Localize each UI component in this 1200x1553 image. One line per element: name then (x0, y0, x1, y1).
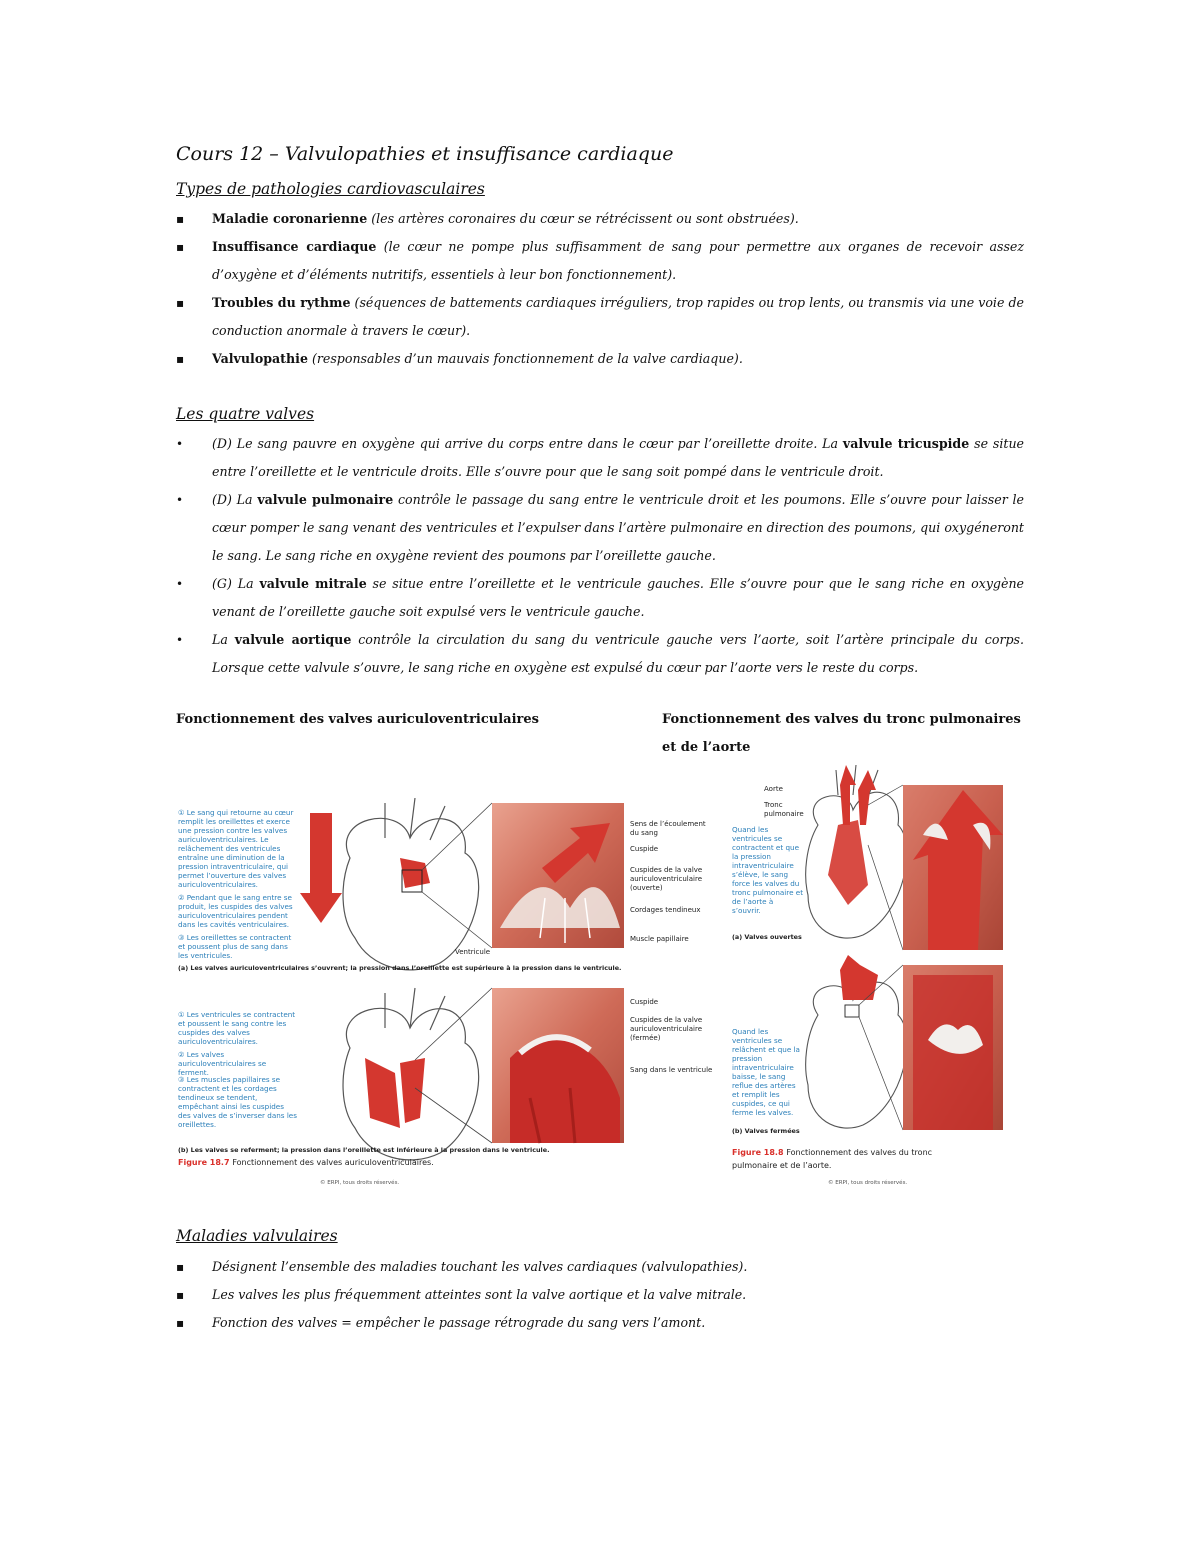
semilunar-caption-a: (a) Valves ouvertes (732, 933, 802, 941)
label-pulmonary-trunk: Tronc pulmonaire (764, 801, 804, 818)
label-blood-in-ventricle: Sang dans le ventricule (630, 1066, 713, 1074)
pathology-description: (séquences de battements cardiaques irréguliers, trop rapides ou trop lents, ou transmis via une voie de conduction anormale à travers le cœur). (212, 295, 1024, 338)
bullet-marker: ▪ (176, 352, 185, 366)
valve-name: valvule mitrale (259, 576, 367, 591)
pathologies-list (176, 205, 1024, 373)
pathology-term: Troubles du rythme (212, 295, 351, 310)
pathology-description: (les artères coronaires du cœur se rétrécissent ou sont obstruées). (367, 211, 799, 226)
page-title: Cours 12 – Valvulopathies et insuffisance cardiaque (176, 143, 674, 165)
av-step-a1: ① Le sang qui retourne au cœur remplit les oreillettes et exerce une pression contre les valves auriculoventriculaires. Le relâchement des ventricules entraîne une diminution de la pression intraventriculaire, qui permet l’ouverture des valves auriculoventriculaires. (178, 808, 294, 889)
valve-name: valvule tricuspide (842, 436, 970, 451)
label-chordae: Cordages tendineux (630, 906, 701, 914)
valvular-disease-text: Les valves les plus fréquemment atteintes sont la valve aortique et la valve mitrale. (212, 1287, 747, 1302)
pathology-term: Maladie coronarienne (212, 211, 368, 226)
figure-av-valves (170, 798, 715, 1190)
semilunar-figure-caption: Figure 18.8 Fonctionnement des valves du tronc (732, 1148, 933, 1157)
label-papillary-muscle: Muscle papillaire (630, 935, 689, 943)
semilunar-copyright: © ERPI, tous droits réservés. (828, 1180, 908, 1186)
valve-item (176, 570, 1024, 626)
av-caption-a: (a) Les valves auriculoventriculaires s’ouvrent; la pression dans l’oreillette est supérieure à la pression dans le ventricule. (178, 964, 622, 972)
bullet-marker: • (176, 493, 184, 507)
av-step-b3: ③ Les muscles papillaires se contractent et les cordages tendineux se tendent, empêchant ainsi les cuspides des valves de s’inverser dans les oreillettes. (178, 1075, 297, 1129)
valve-name: valvule aortique (234, 632, 352, 647)
label-flow-direction: Sens de l’écoulement du sang (630, 820, 706, 837)
bullet-marker: • (176, 577, 184, 591)
valve-item (176, 430, 1024, 486)
label-cuspide-b: Cuspide (630, 998, 659, 1006)
valve-text-post: se situe entre l’oreillette et le ventricule droits. Elle s’ouvre pour que le sang soit pompé dans le ventricule droit. (212, 436, 1025, 479)
av-figure-caption: Figure 18.7 Fonctionnement des valves auriculoventriculaires. (178, 1158, 434, 1167)
pathology-term: Insuffisance cardiaque (212, 239, 377, 254)
valve-text-pre: (D) La (212, 492, 258, 507)
valvular-disease-text: Désignent l’ensemble des maladies touchant les valves cardiaques (valvulopathies). (212, 1259, 748, 1274)
valvular-disease-text: Fonction des valves = empêcher le passage rétrograde du sang vers l’amont. (212, 1315, 706, 1330)
valves-list (176, 430, 1024, 682)
bullet-marker: ▪ (176, 1260, 185, 1274)
label-aorta: Aorte (764, 785, 783, 793)
label-cuspide-a: Cuspide (630, 845, 659, 853)
pathology-description: (responsables d’un mauvais fonctionnement de la valve cardiaque). (307, 351, 743, 366)
bullet-marker: • (176, 633, 184, 647)
bullet-marker: ▪ (176, 1316, 185, 1330)
figure-left-heading: Fonctionnement des valves auriculoventriculaires (176, 712, 539, 727)
valve-text-pre: (D) Le sang pauvre en oxygène qui arrive du corps entre dans le cœur par l’oreillette droite. La (212, 436, 843, 451)
pathology-item (176, 289, 1024, 345)
valve-text-pre: La (212, 632, 235, 647)
semilunar-text-a: Quand les ventricules se contractent et que la pression intraventriculaire s’élève, le sang force les valves du tronc pulmonaire et de l’aorte à s’ouvrir. (732, 825, 804, 915)
av-copyright: © ERPI, tous droits réservés. (320, 1180, 400, 1186)
valve-text-pre: (G) La (212, 576, 260, 591)
semilunar-caption-b: (b) Valves fermées (732, 1127, 800, 1135)
valve-text-post: se situe entre l’oreillette et le ventricule gauches. Elle s’ouvre pour que le sang riche en oxygène venant de l’oreillette gauche soit expulsé vers le ventricule gauche. (212, 576, 1025, 619)
bullet-marker: ▪ (176, 1288, 185, 1302)
bullet-marker: ▪ (176, 296, 185, 310)
av-step-a2: ② Pendant que le sang entre se produit, les cuspides des valves auriculoventriculaires pendent dans les cavités ventriculaires. (178, 893, 293, 929)
blood-flow-arrow-a (310, 813, 332, 893)
av-step-b1: ① Les ventricules se contractent et poussent le sang contre les cuspides des valves auriculoventriculaires. (178, 1010, 296, 1046)
valve-name: valvule pulmonaire (257, 492, 394, 507)
pathology-item (176, 205, 1024, 233)
section-heading-valvular-diseases: Maladies valvulaires (176, 1227, 338, 1245)
bullet-marker: ▪ (176, 212, 185, 226)
valvular-diseases-list (176, 1253, 1024, 1337)
bullet-marker: • (176, 437, 184, 451)
semilunar-figure-caption-line2: pulmonaire et de l’aorte. (732, 1161, 832, 1170)
av-step-a3: ③ Les oreillettes se contractent et poussent plus de sang dans les ventricules. (178, 933, 292, 960)
valvular-disease-item (176, 1309, 1024, 1337)
valvular-disease-item (176, 1253, 1024, 1281)
pathology-description: (le cœur ne pompe plus suffisamment de sang pour permettre aux organes de recevoir assez d’oxygène et d’éléments nutritifs, essentiels à leur bon fonctionnement). (212, 239, 1024, 282)
section-heading-valves: Les quatre valves (176, 405, 315, 423)
pathology-item (176, 345, 1024, 373)
semilunar-text-b: Quand les ventricules se relâchent et que la pression intraventriculaire baisse, le sang reflue des artères et remplit les cuspides, ce qui ferme les valves. (732, 1027, 800, 1117)
valvular-disease-item (176, 1281, 1024, 1309)
valve-item (176, 626, 1024, 682)
label-av-cusps-closed: Cuspides de la valve auriculoventriculaire (fermée) (630, 1016, 703, 1042)
valve-text-post: contrôle le passage du sang entre le ventricule droit et les poumons. Elle s’ouvre pour laisser le cœur pomper le sang venant des ventricules et l’expulser dans l’artère pulmonaire en direction des poumons, qui oxygéneront le sang. Le sang riche en oxygène revient des poumons par l’oreillette gauche. (212, 492, 1024, 563)
figure-semilunar-valves (728, 765, 1018, 1190)
figure-right-heading-line2: et de l’aorte (662, 740, 751, 755)
label-av-cusps-open: Cuspides de la valve auriculoventriculaire (ouverte) (630, 866, 703, 892)
figure-right-heading-line1: Fonctionnement des valves du tronc pulmonaires (662, 712, 1021, 727)
label-ventricle: Ventricule (455, 948, 491, 956)
pathology-item (176, 233, 1024, 289)
valve-text-post: contrôle la circulation du sang du ventricule gauche vers l’aorte, soit l’artère principale du corps. Lorsque cette valvule s’ouvre, le sang riche en oxygène est expulsé du cœur par l’aorte vers le reste du corps. (212, 632, 1024, 675)
valve-item (176, 486, 1024, 570)
section-heading-pathologies: Types de pathologies cardiovasculaires (176, 180, 485, 198)
av-caption-b: (b) Les valves se referment; la pression dans l’oreillette est inférieure à la pression dans le ventricule. (178, 1146, 550, 1154)
bullet-marker: ▪ (176, 240, 185, 254)
pathology-term: Valvulopathie (212, 351, 308, 366)
av-step-b2: ② Les valves auriculoventriculaires se ferment. (178, 1050, 267, 1077)
